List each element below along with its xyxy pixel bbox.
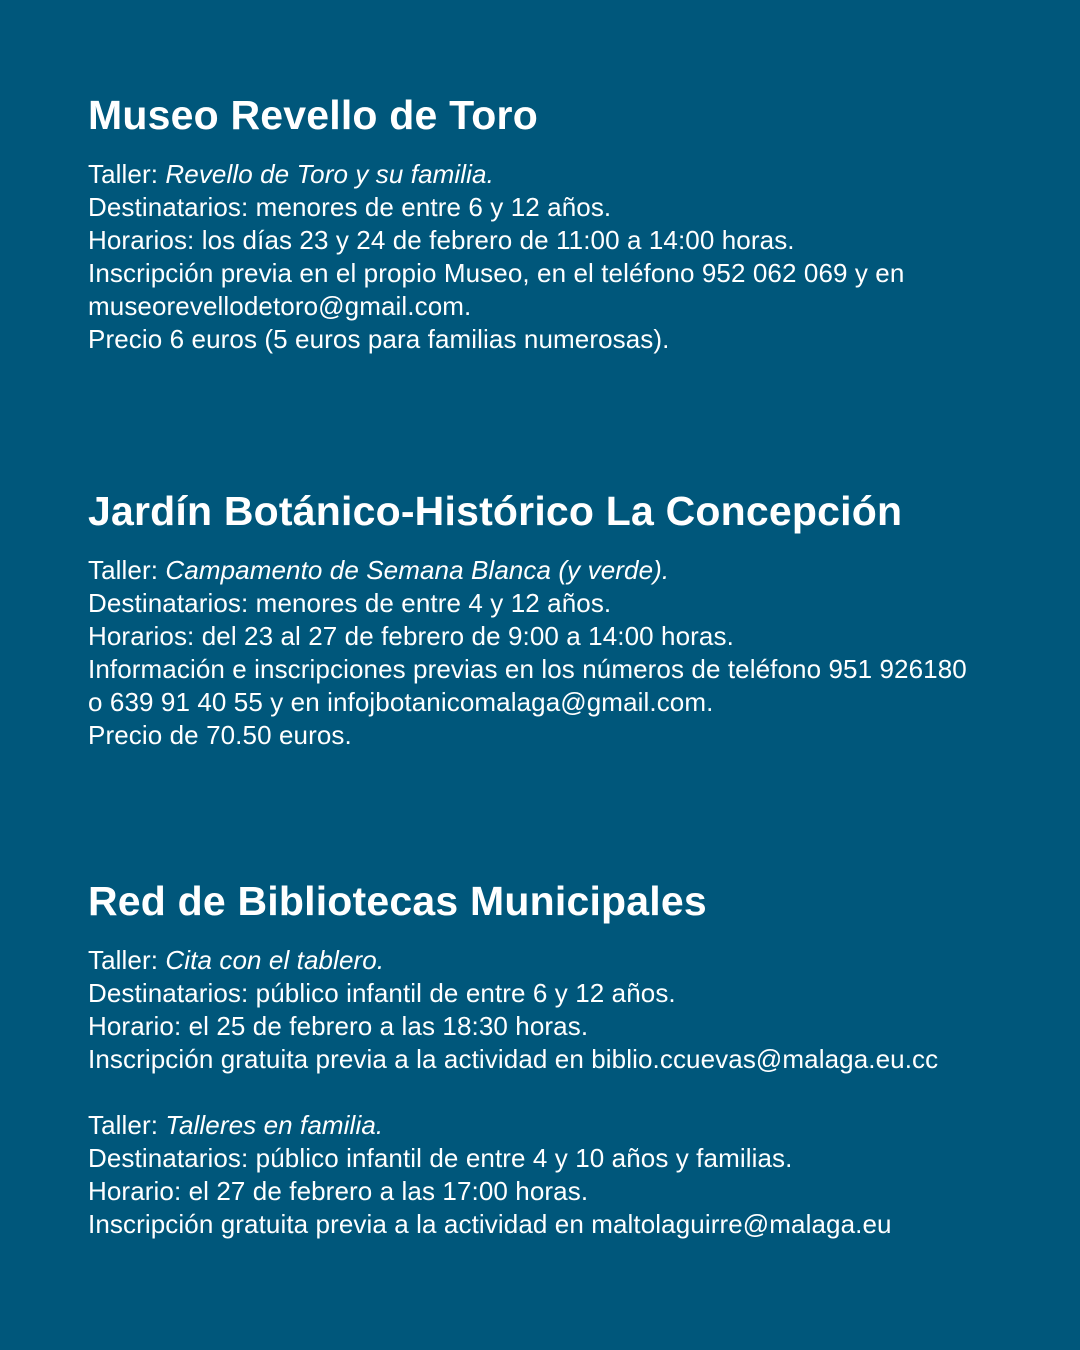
section-jardin-botanico — [88, 490, 1020, 752]
inscripcion-line: Inscripción gratuita previa a la actividad en maltolaguirre@malaga.eu — [88, 1209, 892, 1239]
workshop-entry — [88, 158, 1020, 356]
telefono-email-line: o 639 91 40 55 y en infojbotanicomalaga@gmail.com. — [88, 687, 714, 717]
section-title: Red de Bibliotecas Municipales — [88, 878, 707, 924]
inscripcion-line: Inscripción gratuita previa a la actividad en biblio.ccuevas@malaga.eu.cc — [88, 1044, 939, 1074]
section-red-bibliotecas — [88, 880, 1020, 1241]
taller-name: Campamento de Semana Blanca (y verde). — [165, 555, 670, 585]
workshop-entry — [88, 554, 1020, 752]
section-title: Jardín Botánico-Histórico La Concepción — [88, 488, 903, 534]
taller-name: Cita con el tablero. — [165, 945, 385, 975]
precio-line: Precio de 70.50 euros. — [88, 720, 352, 750]
destinatarios-line: Destinatarios: menores de entre 4 y 12 años. — [88, 588, 612, 618]
destinatarios-line: Destinatarios: público infantil de entre 4 y 10 años y familias. — [88, 1143, 793, 1173]
section-museo-revello-de-toro — [88, 94, 1020, 356]
workshop-entry-cita-con-el-tablero — [88, 944, 1020, 1076]
horarios-line: Horarios: los días 23 y 24 de febrero de 11:00 a 14:00 horas. — [88, 225, 795, 255]
inscripcion-line: Inscripción previa en el propio Museo, en el teléfono 952 062 069 y en — [88, 258, 905, 288]
taller-label: Taller: — [88, 555, 166, 585]
precio-line: Precio 6 euros (5 euros para familias numerosas). — [88, 324, 670, 354]
taller-name: Talleres en familia. — [165, 1110, 384, 1140]
horarios-line: Horarios: del 23 al 27 de febrero de 9:00 a 14:00 horas. — [88, 621, 734, 651]
taller-line — [88, 1109, 1020, 1142]
taller-label: Taller: — [88, 159, 166, 189]
taller-line — [88, 158, 1020, 191]
taller-label: Taller: — [88, 945, 166, 975]
taller-line — [88, 944, 1020, 977]
destinatarios-line: Destinatarios: menores de entre 6 y 12 años. — [88, 192, 612, 222]
section-title: Museo Revello de Toro — [88, 92, 538, 138]
informacion-line: Información e inscripciones previas en los números de teléfono 951 926180 — [88, 654, 967, 684]
email-line: museorevellodetoro@gmail.com. — [88, 291, 472, 321]
horario-line: Horario: el 25 de febrero a las 18:30 horas. — [88, 1011, 589, 1041]
taller-label: Taller: — [88, 1110, 166, 1140]
workshop-entry-talleres-en-familia — [88, 1109, 1020, 1241]
horario-line: Horario: el 27 de febrero a las 17:00 horas. — [88, 1176, 589, 1206]
taller-name: Revello de Toro y su familia. — [165, 159, 494, 189]
destinatarios-line: Destinatarios: público infantil de entre 6 y 12 años. — [88, 978, 676, 1008]
taller-line — [88, 554, 1020, 587]
